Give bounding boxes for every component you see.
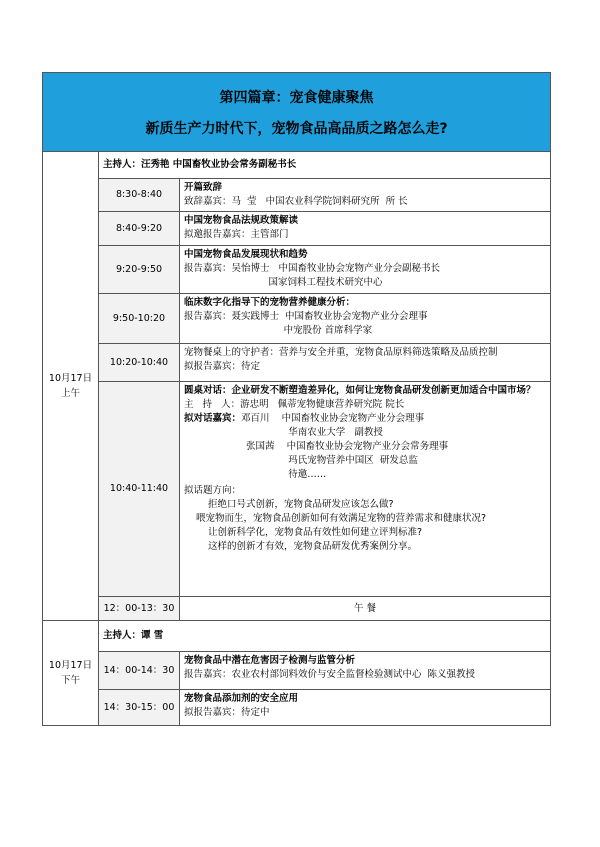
session-title: 中国宠物食品发展现状和趋势 xyxy=(184,249,308,260)
session-content xyxy=(180,652,551,690)
afternoon-period: 下午 xyxy=(60,675,80,686)
roundtable-title: 圆桌对话：企业研发不断塑造差异化，如何让宠物食品研发创新更加适合中国市场？ xyxy=(184,385,536,396)
session-time: 8:30-8:40 xyxy=(99,179,180,212)
agenda-table xyxy=(42,72,551,726)
topic: 喂宠物而生，宠物食品创新如何有效满足宠物的营养需求和健康状况? xyxy=(196,513,487,524)
session-content xyxy=(180,294,551,344)
host-name: 游忠明 佩蒂宠物健康营养研究院 院长 xyxy=(240,399,405,410)
session-line: 报告嘉宾：吴怡博士 中国畜牧业协会宠物产业分会副秘书长 xyxy=(184,263,441,274)
session-content xyxy=(180,179,551,212)
session-time: 9:20-9:50 xyxy=(99,246,180,294)
topic-label: 拟话题方向： xyxy=(184,485,242,496)
session-line: 拟报告嘉宾：待定中 xyxy=(184,707,270,718)
chapter-subtitle: 新质生产力时代下，宠物食品高品质之路怎么走? xyxy=(145,121,448,137)
roundtable-content xyxy=(180,382,551,597)
session-title: 临床数字化指导下的宠物营养健康分析： xyxy=(184,297,356,308)
session-content xyxy=(180,690,551,726)
session-title: 开篇致辞 xyxy=(184,182,223,193)
session-time: 14：00-14：30 xyxy=(99,652,180,690)
session-title: 宠物食品中潜在危害因子检测与监管分析 xyxy=(184,655,356,666)
session-line: 报告嘉宾：聂实践博士 中国畜牧业协会宠物产业分会理事 xyxy=(184,311,428,322)
session-line: 中宠股份 首席科学家 xyxy=(184,325,373,336)
morning-host: 主持人：汪秀艳 中国畜牧业协会常务副秘书长 xyxy=(99,152,551,179)
session-title: 宠物食品添加剂的安全应用 xyxy=(184,693,299,704)
session-content xyxy=(180,246,551,294)
roundtable-guest-line xyxy=(184,412,546,426)
guest: 玛氏宠物营养中国区 研发总监 xyxy=(246,455,418,466)
roundtable-host xyxy=(184,398,546,412)
guest: 张国茜 中国畜牧业协会宠物产业分会常务理事 xyxy=(246,441,449,452)
guest: 待邀…… xyxy=(246,469,327,480)
session-time: 14：30-15：00 xyxy=(99,690,180,726)
session-time: 10:20-10:40 xyxy=(99,344,180,382)
session-line: 国家饲料工程技术研究中心 xyxy=(184,277,383,288)
morning-period: 上午 xyxy=(60,388,80,399)
guest: 华南农业大学 副教授 xyxy=(246,427,383,438)
afternoon-date: 10月17日 xyxy=(48,660,93,671)
topic: 让创新科学化，宠物食品有效性如何建立评判标准? xyxy=(208,527,423,538)
topic: 这样的创新才有效，宠物食品研发优秀案例分享。 xyxy=(208,541,418,552)
lunch-time: 12：00-13：30 xyxy=(99,597,180,621)
session-time: 9:50-10:20 xyxy=(99,294,180,344)
session-content xyxy=(180,344,551,382)
session-title: 中国宠物食品法规政策解读 xyxy=(184,215,299,226)
session-time: 8:40-9:20 xyxy=(99,212,180,246)
topic: 拒绝口号式创新，宠物食品研发应该怎么做? xyxy=(208,499,394,510)
session-line: 拟报告嘉宾：待定 xyxy=(184,361,261,372)
morning-date-cell xyxy=(43,152,99,621)
morning-date: 10月17日 xyxy=(48,373,93,384)
lunch-label: 午 餐 xyxy=(180,597,551,621)
host-label: 主 持 人： xyxy=(184,399,241,410)
session-line: 拟邀报告嘉宾：主管部门 xyxy=(184,229,289,240)
guests-label: 拟对话嘉宾： xyxy=(184,413,242,424)
chapter-header xyxy=(43,73,551,152)
chapter-title: 第四篇章：宠食健康聚焦 xyxy=(219,90,374,106)
roundtable-time: 10:40-11:40 xyxy=(99,382,180,597)
session-content xyxy=(180,212,551,246)
guest: 邓百川 中国畜牧业协会宠物产业分会理事 xyxy=(241,413,425,424)
session-line: 报告嘉宾：农业农村部饲料效价与安全监督检验测试中心 陈义强教授 xyxy=(184,669,476,680)
afternoon-date-cell xyxy=(43,621,99,726)
afternoon-host: 主持人：谭 雪 xyxy=(99,621,551,652)
session-line: 致辞嘉宾：马 莹 中国农业科学院饲料研究所 所 长 xyxy=(184,196,408,207)
agenda-page xyxy=(42,72,550,726)
session-line: 宠物餐桌上的守护者：营养与安全并重，宠物食品原料筛选策略及品质控制 xyxy=(184,347,498,358)
